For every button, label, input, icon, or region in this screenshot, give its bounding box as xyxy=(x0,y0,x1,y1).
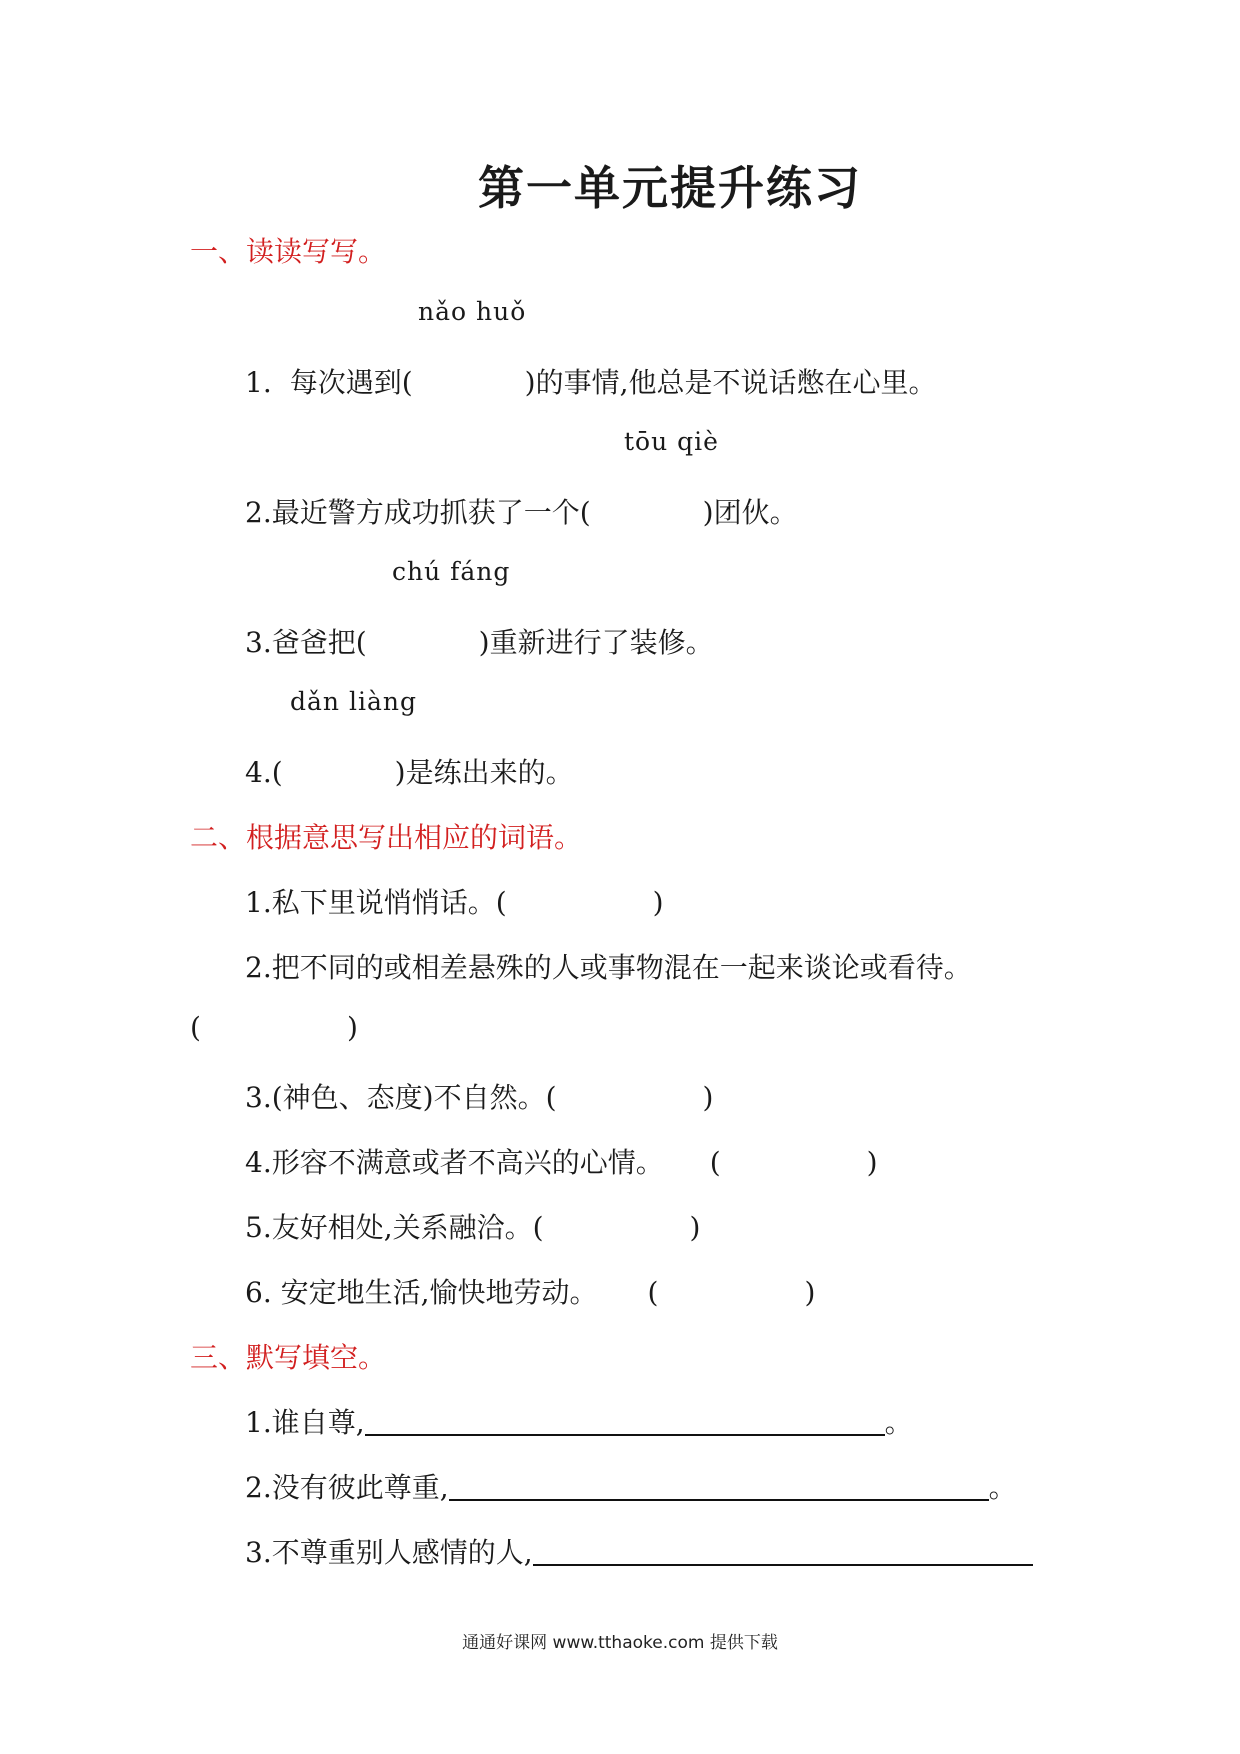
question-2-2-answer xyxy=(190,1011,358,1044)
question-number: 4. xyxy=(245,756,272,789)
question-text: 3.不尊重别人感情的人, xyxy=(245,1536,533,1569)
question-text: 6. 安定地生活,愉快地劳动。 xyxy=(245,1276,598,1309)
pinyin-3: chú fáng xyxy=(392,557,511,586)
question-number: 2. xyxy=(245,496,272,529)
question-number: 3. xyxy=(245,626,272,659)
question-text: 4.形容不满意或者不高兴的心情。 xyxy=(245,1146,664,1179)
question-3-3 xyxy=(245,1531,1033,1571)
pinyin-4: dǎn liàng xyxy=(290,687,417,716)
pinyin-2: tōu qiè xyxy=(624,427,719,456)
question-text: 3.(神色、态度)不自然。( xyxy=(245,1081,557,1114)
paren-close: ) xyxy=(866,1146,878,1179)
question-text-after: )重新进行了装修。 xyxy=(478,626,714,659)
question-text-after: )团伙。 xyxy=(702,496,798,529)
question-text-after: )是练出来的。 xyxy=(394,756,574,789)
paren-open: ( xyxy=(190,1011,201,1044)
question-1-3 xyxy=(245,621,714,661)
page-title: 第一单元提升练习 xyxy=(478,161,862,215)
question-text: 1.谁自尊, xyxy=(245,1406,365,1439)
question-2-5 xyxy=(245,1206,700,1246)
question-3-1 xyxy=(245,1401,913,1441)
section-1-heading: 一、读读写写。 xyxy=(190,235,387,268)
paren-open: ( xyxy=(647,1276,659,1309)
fill-line[interactable] xyxy=(533,1538,1033,1566)
question-text-after: )的事情,他总是不说话憋在心里。 xyxy=(524,366,937,399)
question-2-6 xyxy=(245,1271,815,1311)
question-text: 2.没有彼此尊重, xyxy=(245,1471,449,1504)
question-1-4 xyxy=(245,751,574,791)
fill-line[interactable] xyxy=(365,1408,885,1436)
paren-open: ( xyxy=(709,1146,721,1179)
question-3-2 xyxy=(245,1466,1017,1506)
question-text-before: 最近警方成功抓获了一个( xyxy=(271,496,591,529)
paren-close: ) xyxy=(652,886,664,919)
page-footer: 通通好课网 www.tthaoke.com 提供下载 xyxy=(462,1633,778,1653)
question-text-before: 爸爸把( xyxy=(271,626,367,659)
section-2-heading: 二、根据意思写出相应的词语。 xyxy=(190,821,583,854)
question-1-1 xyxy=(245,361,936,401)
question-text-before: ( xyxy=(271,756,283,789)
line-end: 。 xyxy=(988,1471,1017,1504)
question-text: 5.友好相处,关系融洽。( xyxy=(245,1211,544,1244)
fill-line[interactable] xyxy=(449,1473,989,1501)
pinyin-1: nǎo huǒ xyxy=(418,297,527,326)
line-end: 。 xyxy=(884,1406,913,1439)
paren-close: ) xyxy=(689,1211,701,1244)
question-2-2: 2.把不同的或相差悬殊的人或事物混在一起来谈论或看待。 xyxy=(245,951,972,984)
question-text: 1.私下里说悄悄话。( xyxy=(245,886,507,919)
question-2-3 xyxy=(245,1076,713,1116)
question-2-4 xyxy=(245,1141,878,1181)
question-1-2 xyxy=(245,491,798,531)
section-3-heading: 三、默写填空。 xyxy=(190,1341,387,1374)
question-text-before: 每次遇到( xyxy=(289,366,413,399)
paren-close: ) xyxy=(804,1276,816,1309)
question-number: 1. xyxy=(245,366,272,399)
question-2-1 xyxy=(245,881,664,921)
paren-close: ) xyxy=(346,1011,358,1044)
paren-close: ) xyxy=(702,1081,714,1114)
